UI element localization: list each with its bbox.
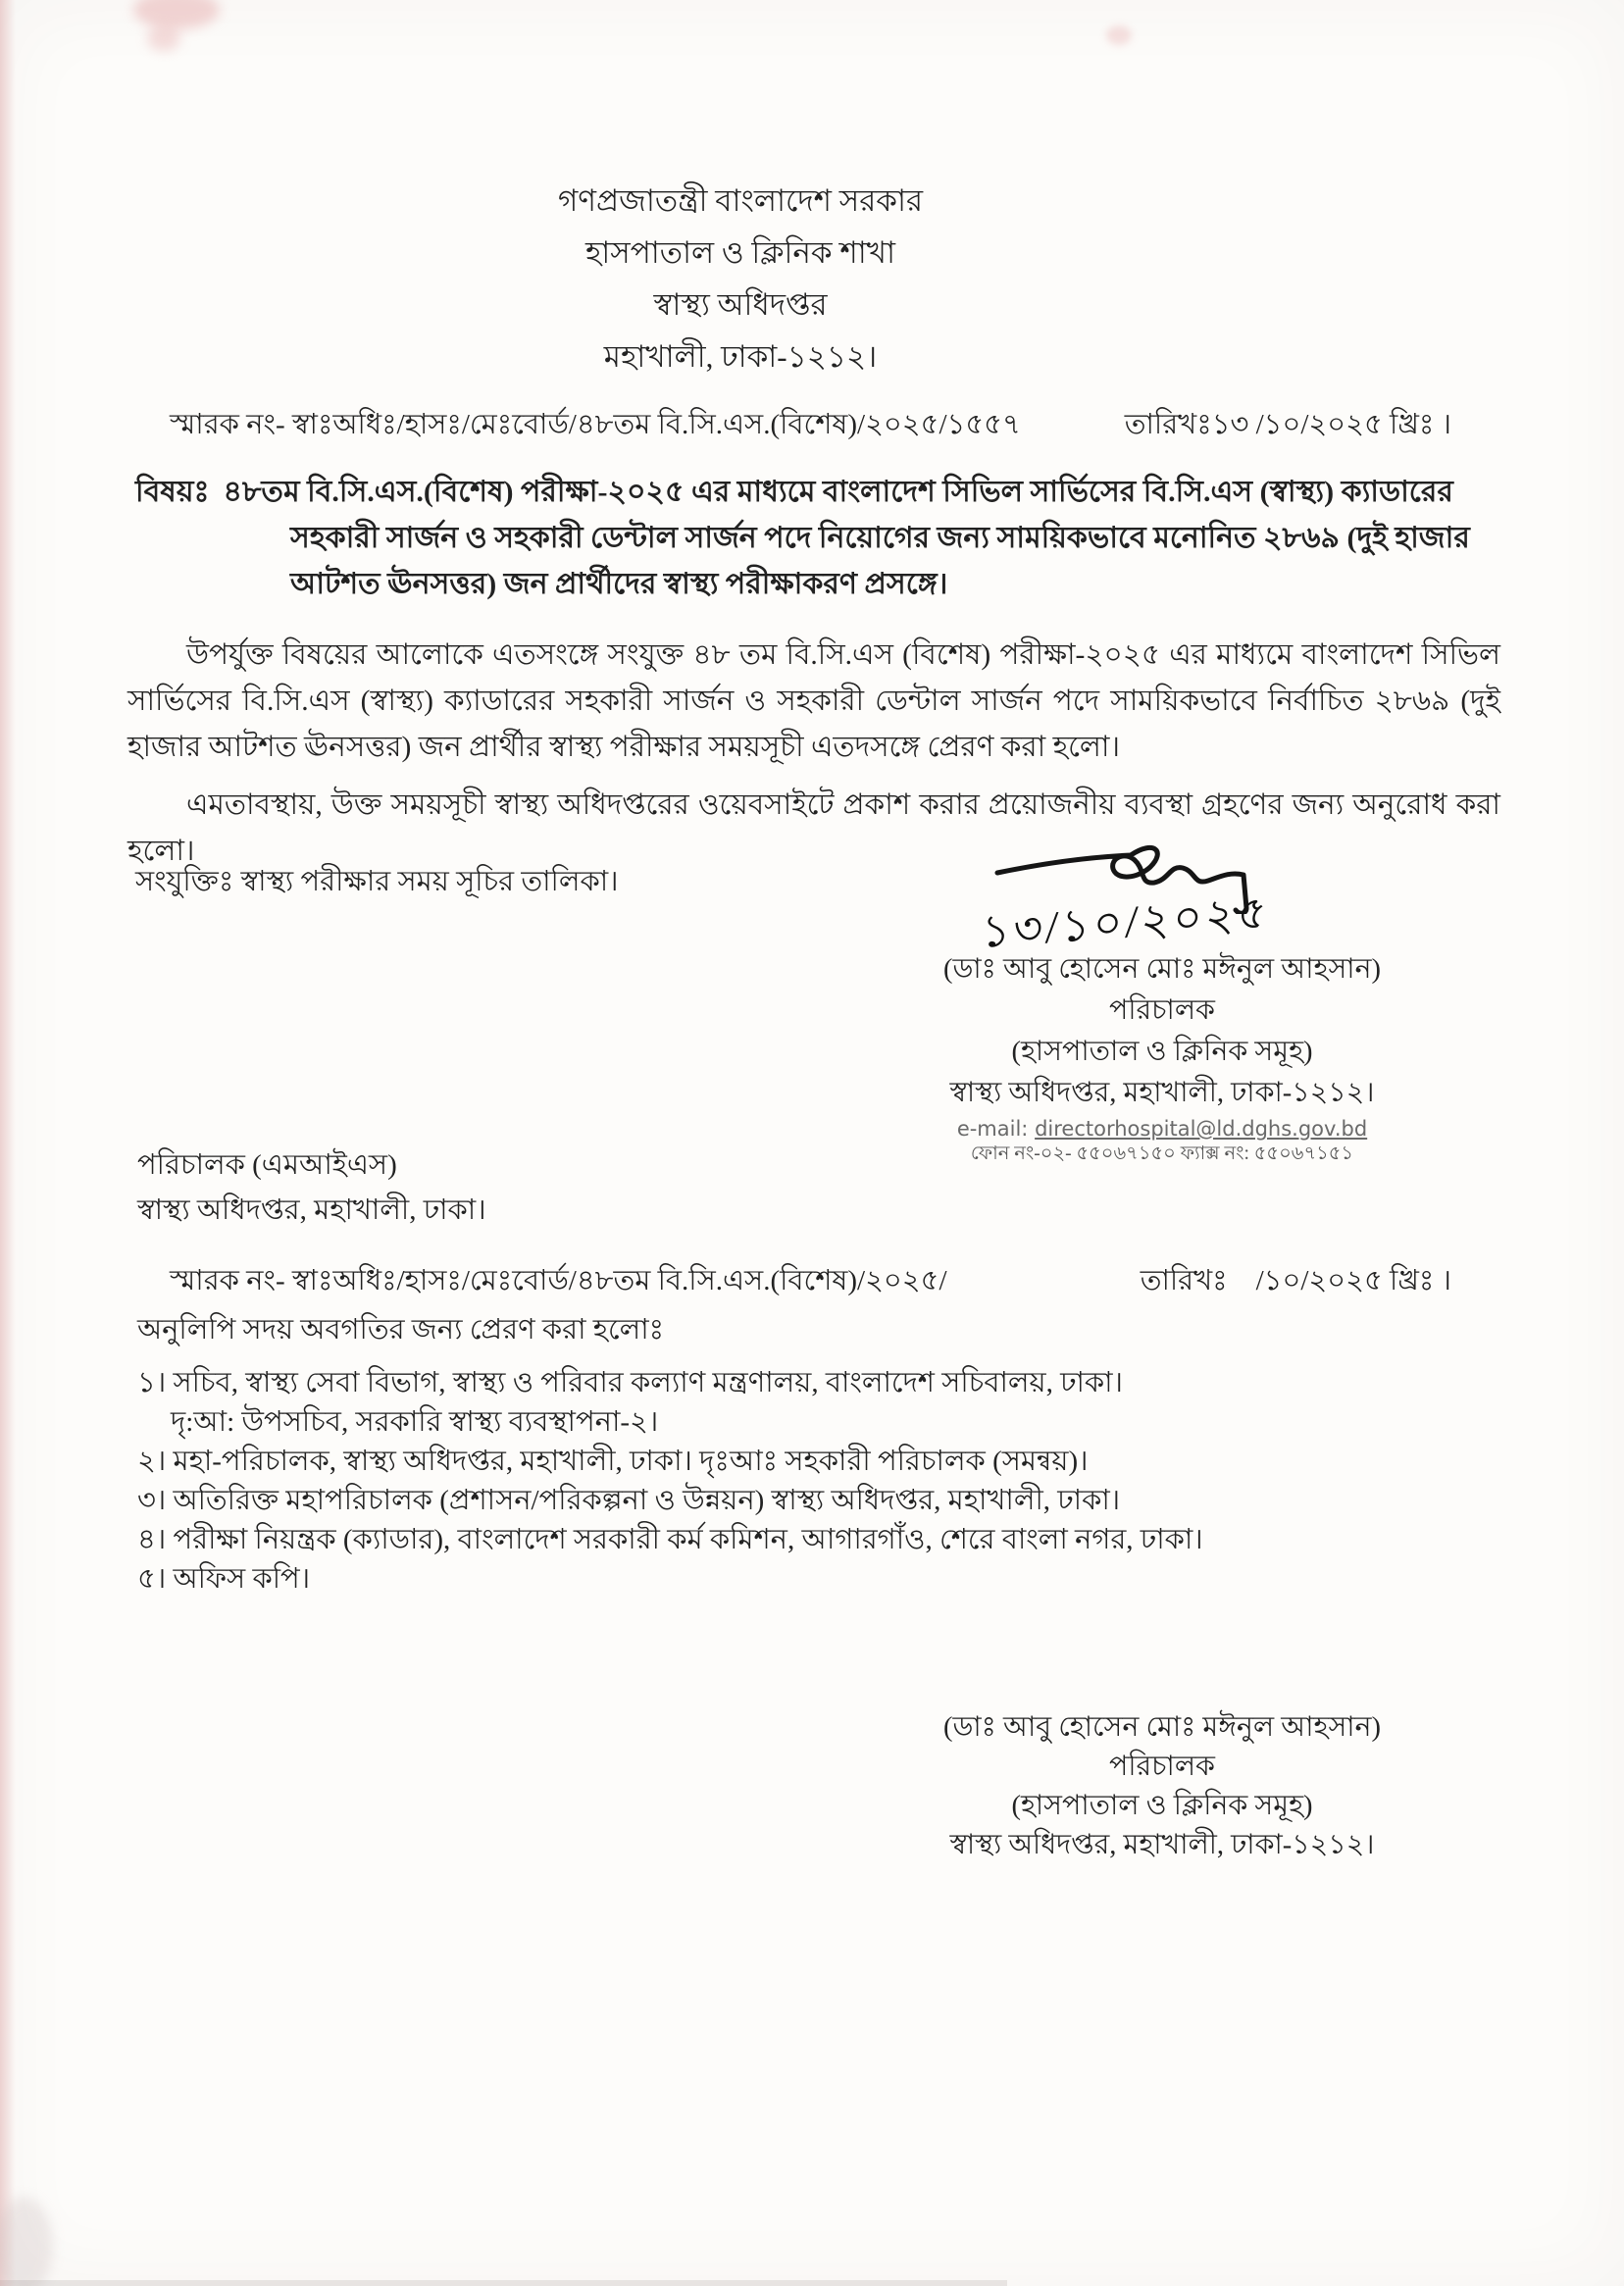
signer-org: স্বাস্থ্য অধিদপ্তর, মহাখালী, ঢাকা-১২১২। — [949, 1830, 1375, 1860]
cc-item — [137, 1559, 1530, 1599]
signature-handwritten-date: ১৩/১০/২০২৫ — [980, 887, 1271, 958]
cc-item-text: অতিরিক্ত মহাপরিচালক (প্রশাসন/পরিকল্পনা ও উন্নয়ন) স্বাস্থ্য অধিদপ্তর, মহাখালী, ঢাকা। — [173, 1485, 1121, 1516]
cc-item-text: পরীক্ষা নিয়ন্ত্রক (ক্যাডার), বাংলাদেশ সরকারী কর্ম কমিশন, আগারগাঁও, শেরে বাংলা নগর, ঢাকা। — [173, 1524, 1203, 1555]
email-line — [922, 1116, 1402, 1142]
memo-number-2: স্মারক নং- স্বাঃঅধিঃ/হাসঃ/মেঃবোর্ড/৪৮তম বি.সি.এস.(বিশেষ)/২০২৫/ — [170, 1265, 947, 1296]
cc-item-number: ২। — [137, 1446, 167, 1477]
cc-item — [137, 1442, 1530, 1481]
cc-heading: অনুলিপি সদয় অবগতির জন্য প্রেরণ করা হলোঃ — [137, 1314, 665, 1346]
scan-smudge — [133, 0, 220, 29]
signer-title: পরিচালক — [1109, 1752, 1215, 1782]
subject-block — [135, 469, 1500, 607]
cc-item-sub: দৃ:আ: উপসচিব, সরকারি স্বাস্থ্য ব্যবস্থাপনা-২। — [171, 1406, 659, 1438]
cc-item-number: ১। — [137, 1367, 167, 1398]
cc-item — [137, 1520, 1530, 1559]
email-label: e-mail: — [956, 1117, 1029, 1141]
addressee-title: পরিচালক (এমআইএস) — [137, 1149, 397, 1181]
signer-org: স্বাস্থ্য অধিদপ্তর, মহাখালী, ঢাকা-১২১২। — [949, 1078, 1375, 1108]
scan-edge-tint — [0, 0, 16, 2286]
addressee-org: স্বাস্থ্য অধিদপ্তর, মহাখালী, ঢাকা। — [137, 1194, 486, 1226]
government-name: গণপ্রজাতন্ত্রী বাংলাদেশ সরকার — [557, 183, 924, 218]
signature-block-2 — [922, 1708, 1402, 1865]
cc-list — [137, 1363, 1530, 1599]
memo-row-1 — [170, 405, 1451, 444]
memo-number-1: স্মারক নং- স্বাঃঅধিঃ/হাসঃ/মেঃবোর্ড/৪৮তম বি.সি.এস.(বিশেষ)/২০২৫/১৫৫৭ — [170, 409, 1021, 440]
signer-title: পরিচালক — [1109, 995, 1215, 1026]
cc-item-text: সচিব, স্বাস্থ্য সেবা বিভাগ, স্বাস্থ্য ও পরিবার কল্যাণ মন্ত্রণালয়, বাংলাদেশ সচিবালয়, ঢাকা। — [173, 1367, 1123, 1398]
scan-edge-shadow — [0, 2280, 1007, 2286]
email-link[interactable]: directorhospital@ld.dghs.gov.bd — [1035, 1117, 1368, 1141]
directorate-name: স্বাস্থ্য অধিদপ্তর — [653, 287, 828, 322]
cc-item — [137, 1363, 1530, 1442]
cc-item-number: ৪। — [137, 1524, 167, 1555]
letterhead — [132, 175, 1348, 382]
addressee-block — [137, 1143, 486, 1233]
body-paragraph-2: এমতাবস্থায়, উক্ত সময়সূচী স্বাস্থ্য অধিদপ্তরের ওয়েবসাইটে প্রকাশ করার প্রয়োজনীয় ব্যবস্থা গ্রহণের জন্য অনুরোধ করা হলো। — [127, 789, 1500, 867]
branch-name: হাসপাতাল ও ক্লিনিক শাখা — [584, 235, 896, 270]
memo-date-1: তারিখঃ১৩ /১০/২০২৫ খ্রিঃ । — [1124, 409, 1451, 440]
cc-item — [137, 1481, 1530, 1520]
subject-text: ৪৮তম বি.সি.এস.(বিশেষ) পরীক্ষা-২০২৫ এর মাধ্যমে বাংলাদেশ সিভিল সার্ভিসের বি.সি.এস (স্বাস্থ্য) ক্যাডারের সহকারী সার্জন ও সহকারী ডেন্টাল সার্জন পদে নিয়োগের জন্য সাময়িকভাবে মনোনিত ২৮৬৯ (দুই হাজার আটশত ঊনসত্তর) জন প্রার্থীদের স্বাস্থ্য পরীক্ষাকরণ প্রসঙ্গে। — [223, 476, 1470, 600]
signer-name: (ডাঃ আবু হোসেন মোঃ মঈনুল আহসান) — [942, 1712, 1382, 1743]
signature-block-1 — [922, 949, 1402, 1167]
cc-item-text: মহা-পরিচালক, স্বাস্থ্য অধিদপ্তর, মহাখালী, ঢাকা। দৃঃআঃ সহকারী পরিচালক (সমন্বয়)। — [173, 1446, 1089, 1477]
cc-item-number: ৫। — [137, 1563, 167, 1595]
memo-date-2: তারিখঃ /১০/২০২৫ খ্রিঃ । — [1140, 1265, 1451, 1296]
signer-dept: (হাসপাতাল ও ক্লিনিক সমূহ) — [1011, 1037, 1313, 1067]
signer-dept: (হাসপাতাল ও ক্লিনিক সমূহ) — [1011, 1791, 1313, 1821]
cc-item-text: অফিস কপি। — [173, 1563, 311, 1595]
cc-item-number: ৩। — [137, 1485, 167, 1516]
address-line: মহাখালী, ঢাকা-১২১২। — [603, 339, 878, 374]
phone-fax-line: ফোন নং-০২- ৫৫০৬৭১৫০ ফ্যাক্স নং: ৫৫০৬৭১৫১ — [970, 1143, 1354, 1164]
signer-name: (ডাঃ আবু হোসেন মোঃ মঈনুল আহসান) — [942, 954, 1382, 985]
body-paragraph-1: উপর্যুক্ত বিষয়ের আলোকে এতসংঙ্গে সংযুক্ত ৪৮ তম বি.সি.এস (বিশেষ) পরীক্ষা-২০২৫ এর মাধ্যমে বাংলাদেশ সিভিল সার্ভিসের বি.সি.এস (স্বাস্থ্য) ক্যাডারের সহকারী সার্জন ও সহকারী ডেন্টাল সার্জন পদে সাময়িকভাবে নির্বাচিত ২৮৬৯ (দুই হাজার আটশত ঊনসত্তর) জন প্রার্থীর স্বাস্থ্য পরীক্ষার সময়সূচী এতদসঙ্গে প্রেরণ করা হলো। — [127, 639, 1500, 763]
scan-smudge — [1106, 25, 1132, 45]
memo-row-2 — [170, 1261, 1451, 1300]
enclosure-line: সংযুক্তিঃ স্বাস্থ্য পরীক্ষার সময় সূচির তালিকা। — [135, 866, 619, 897]
scan-smudge — [147, 25, 180, 51]
subject-label: বিষয়ঃ — [135, 476, 210, 508]
scan-smudge — [0, 2197, 53, 2286]
